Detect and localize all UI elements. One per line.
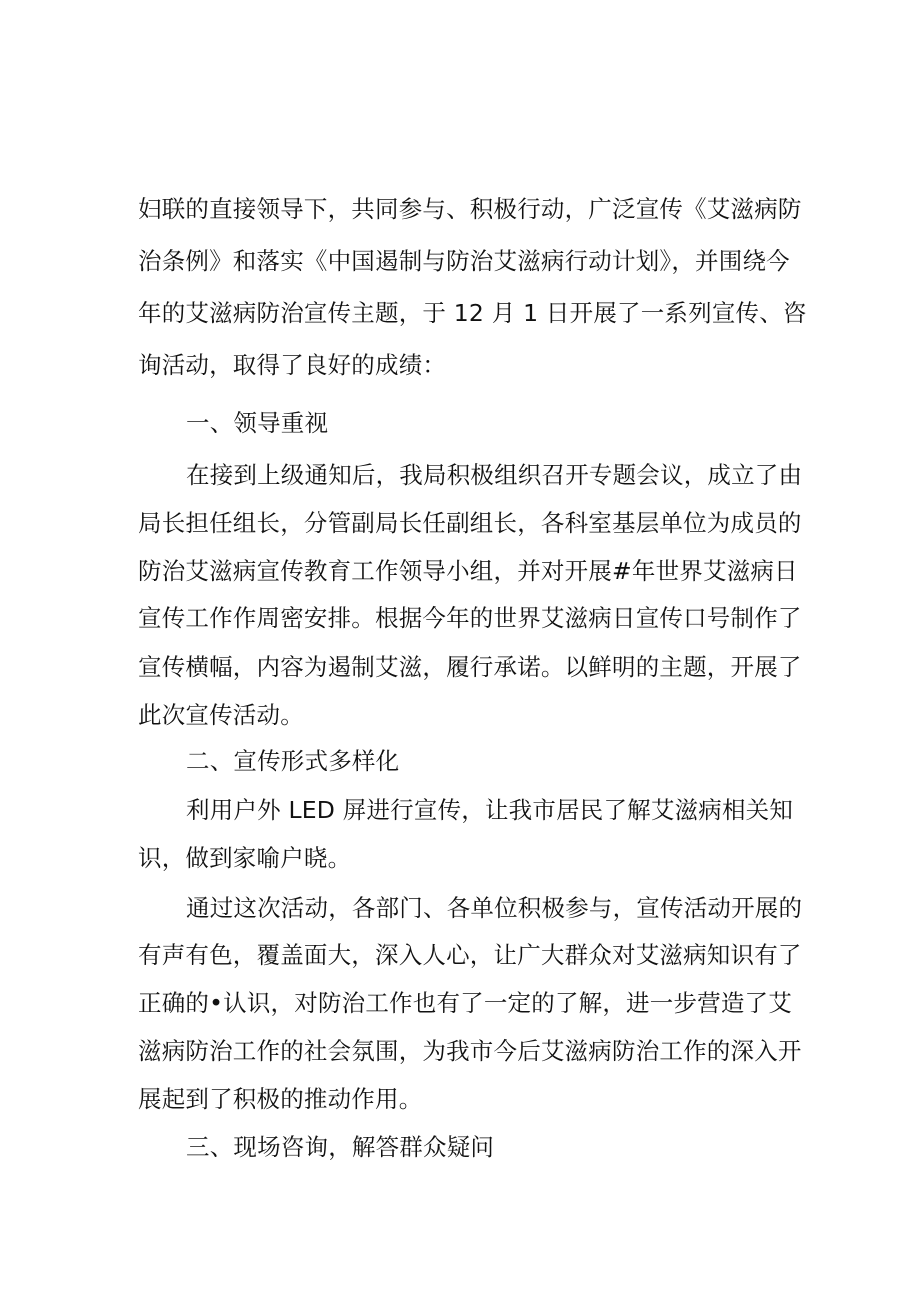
section-heading-3: 三、现场咨询，解答群众疑问 bbox=[186, 1133, 495, 1161]
paragraph-intro-line-2: 治条例》和落实《中国遏制与防治艾滋病行动计划》，并围绕今 bbox=[138, 247, 790, 275]
paragraph-result-line-5: 展起到了积极的推动作用。 bbox=[138, 1085, 423, 1113]
paragraph-intro-line-1: 妇联的直接领导下，共同参与、积极行动，广泛宣传《艾滋病防 bbox=[138, 195, 802, 223]
paragraph-led-line-2: 识，做到家喻户晓。 bbox=[138, 844, 352, 872]
paragraph-result-line-4: 滋病防治工作的社会氛围，为我市今后艾滋病防治工作的深入开 bbox=[138, 1037, 802, 1065]
paragraph-result-line-3: 正确的•认识，对防治工作也有了一定的了解，进一步营造了艾 bbox=[138, 989, 792, 1017]
paragraph-leadership-line-3: 防治艾滋病宣传教育工作领导小组，并对开展#年世界艾滋病日 bbox=[138, 557, 798, 585]
paragraph-leadership-line-2: 局长担任组长，分管副局长任副组长，各科室基层单位为成员的 bbox=[138, 509, 802, 537]
paragraph-result-line-1: 通过这次活动，各部门、各单位积极参与，宣传活动开展的 bbox=[186, 894, 803, 922]
paragraph-intro-line-3: 年的艾滋病防治宣传主题，于 12 月 1 日开展了一系列宣传、咨 bbox=[138, 299, 807, 327]
paragraph-leadership-line-6: 此次宣传活动。 bbox=[138, 701, 304, 729]
paragraph-intro-line-4: 询活动，取得了良好的成绩： bbox=[138, 351, 447, 379]
paragraph-leadership-line-5: 宣传横幅，内容为遏制艾滋，履行承诺。以鲜明的主题，开展了 bbox=[138, 653, 802, 681]
section-heading-2: 二、宣传形式多样化 bbox=[186, 747, 400, 775]
paragraph-led-line-1: 利用户外 LED 屏进行宣传，让我市居民了解艾滋病相关知 bbox=[186, 796, 794, 824]
paragraph-result-line-2: 有声有色，覆盖面大，深入人心，让广大群众对艾滋病知识有了 bbox=[138, 941, 802, 969]
section-heading-1: 一、领导重视 bbox=[186, 409, 329, 437]
paragraph-leadership-line-1: 在接到上级通知后，我局积极组织召开专题会议，成立了由 bbox=[186, 461, 803, 489]
paragraph-leadership-line-4: 宣传工作作周密安排。根据今年的世界艾滋病日宣传口号制作了 bbox=[138, 604, 802, 632]
